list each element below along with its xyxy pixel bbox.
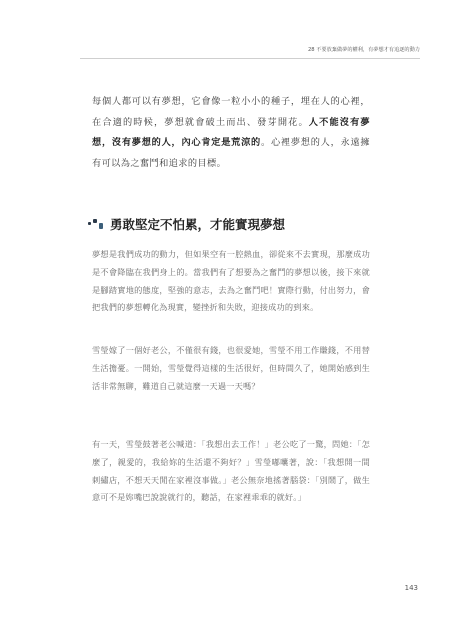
intro-paragraph <box>92 92 370 174</box>
heading-bullet-icon <box>88 217 104 231</box>
section-heading <box>88 216 388 232</box>
intro-text-b: 。心裡夢想的人，永遠擁有可以為之奮鬥和追求的目標。 <box>92 137 370 169</box>
body-paragraph-2: 雪瑩嫁了一個好老公，不僅很有錢，也很愛她，雪瑩不用工作賺錢，不用替生活擔憂。一開始，雪瑩覺得這樣的生活很好，但時間久了，她開始感到生活非常無聊，難道自己就這麼一天過一天嗎？ <box>92 345 370 391</box>
intro-text-a: 每個人都可以有夢想，它會像一粒小小的種子，埋在人的心裡，在合適的時候，夢想就會破土而出、發芽開花。 <box>92 96 370 128</box>
body-paragraph-1: 夢想是我們成功的動力，但如果空有一腔熱血，卻從來不去實現，那麼成功是不會降臨在我們身上的。當我們有了想要為之奮鬥的夢想以後，接下來就是腳踏實地的態度，堅強的意志，去為之奮鬥吧！實際行動，付出努力，會把我們的夢想轉化為現實，變挫折和失敗，迎接成功的到來。 <box>92 249 370 313</box>
header-rule <box>80 58 420 59</box>
body-paragraph-3: 有一天，雪瑩鼓著老公喊道：「我想出去工作！」老公吃了一驚，問她：「怎麼了，親愛的，我給妳的生活還不夠好？」雪瑩嘟囔著，說：「我想開一間刺繡店，不想天天閒在家裡沒事做。」老公無奈地搖著腦袋：「別鬧了，做生意可不是妳嘴巴說說就行的，聽話，在家裡乖乖的就好。」 <box>92 439 370 503</box>
intro-bold-text: 人不能沒有夢想，沒有夢想的人，內心肯定是荒涼的 <box>92 116 370 148</box>
section-heading-text: 勇敢堅定不怕累，才能實現夢想 <box>110 217 286 232</box>
page-number: 143 <box>404 584 418 592</box>
running-header: 28 不要放棄做夢的權利，有夢想才有追逐的動力 <box>307 47 420 53</box>
